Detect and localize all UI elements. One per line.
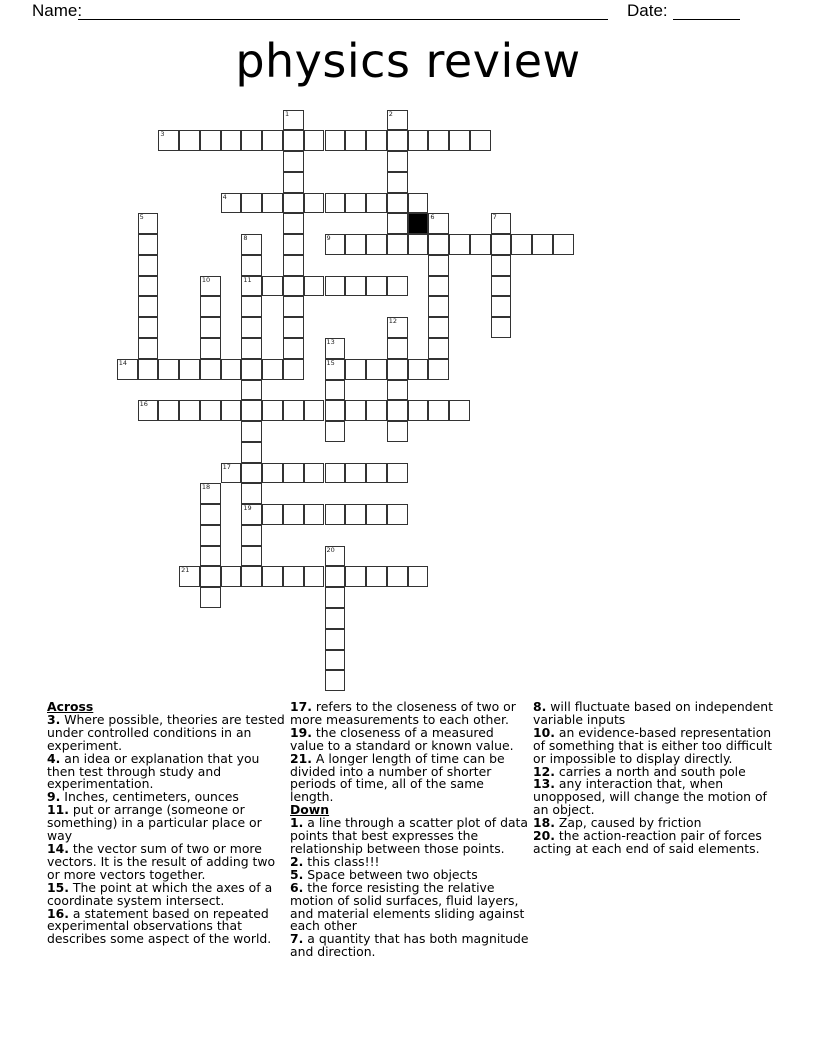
crossword-cell[interactable] xyxy=(366,359,387,380)
crossword-cell[interactable] xyxy=(200,566,221,587)
clue-text: A longer length of time can be divided into a number of shorter periods of time, all of the same length. xyxy=(290,750,505,805)
down-clue xyxy=(533,724,773,766)
crossword-cell[interactable] xyxy=(491,213,512,234)
crossword-cell[interactable] xyxy=(221,400,242,421)
across-clue xyxy=(290,701,530,727)
cell-number: 14 xyxy=(118,358,128,367)
cell-number: 21 xyxy=(181,566,190,575)
crossword-cell[interactable] xyxy=(387,566,408,587)
crossword-cell[interactable] xyxy=(387,234,408,255)
cell-number: 18 xyxy=(201,483,211,492)
crossword-cell[interactable] xyxy=(408,359,429,380)
crossword-cell[interactable] xyxy=(283,338,304,359)
crossword-cell[interactable] xyxy=(241,546,262,567)
crossword-cell[interactable] xyxy=(283,504,304,525)
down-clue xyxy=(533,778,773,817)
crossword-cell[interactable] xyxy=(387,213,408,234)
crossword-cell[interactable] xyxy=(158,400,179,421)
crossword-cell[interactable] xyxy=(200,546,221,567)
clue-text: the action-reaction pair of forces acting at each end of said elements. xyxy=(533,828,762,856)
clue-text: carries a north and south pole xyxy=(558,763,746,779)
crossword-cell[interactable] xyxy=(511,234,532,255)
clue-number: 8. xyxy=(533,699,547,714)
clue-number: 15. xyxy=(47,879,69,895)
crossword-cell[interactable] xyxy=(283,276,304,297)
clue-number: 9. xyxy=(47,789,61,805)
cell-number: 7 xyxy=(492,213,497,222)
clue-text: will fluctuate based on independent variable inputs xyxy=(533,699,773,727)
cell-number: 11 xyxy=(243,275,252,284)
clue-number: 6. xyxy=(290,879,304,895)
crossword-cell[interactable] xyxy=(200,504,221,525)
crossword-cell[interactable] xyxy=(138,400,159,421)
cell-number: 2 xyxy=(388,109,393,118)
crossword-cell[interactable] xyxy=(428,213,449,234)
crossword-cell[interactable] xyxy=(158,130,179,151)
crossword-cell[interactable] xyxy=(408,400,429,421)
across-clue xyxy=(47,711,287,753)
crossword-cell[interactable] xyxy=(366,234,387,255)
crossword-cell[interactable] xyxy=(387,463,408,484)
crossword-cell[interactable] xyxy=(283,463,304,484)
name-label: Name: xyxy=(32,1,83,20)
crossword-cell[interactable] xyxy=(241,317,262,338)
crossword-cell[interactable] xyxy=(179,566,200,587)
cell-number: 4 xyxy=(222,192,227,201)
crossword-cell[interactable] xyxy=(345,193,366,214)
crossword-cell[interactable] xyxy=(325,421,346,442)
across-clue xyxy=(47,879,287,908)
clue-number: 2. xyxy=(290,853,304,869)
clue-text: Space between two objects xyxy=(307,866,478,882)
crossword-cell[interactable] xyxy=(553,234,574,255)
crossword-cell[interactable] xyxy=(304,400,325,421)
clue-text: an idea or explanation that you then test through study and experimentation. xyxy=(47,750,260,792)
crossword-cell[interactable] xyxy=(428,276,449,297)
crossword-cell[interactable] xyxy=(387,359,408,380)
clue-text: this class!!! xyxy=(307,853,380,869)
clue-text: a quantity that has both magnitude and direction. xyxy=(290,931,529,960)
crossword-cell[interactable] xyxy=(491,255,512,276)
clue-number: 13. xyxy=(533,776,555,792)
crossword-cell[interactable] xyxy=(138,296,159,317)
crossword-cell[interactable] xyxy=(428,400,449,421)
crossword-cell[interactable] xyxy=(200,276,221,297)
crossword-cell[interactable] xyxy=(325,504,346,525)
crossword-cell[interactable] xyxy=(408,193,429,214)
crossword-cell[interactable] xyxy=(345,276,366,297)
down-clue xyxy=(533,701,773,727)
crossword-cell[interactable] xyxy=(325,670,346,691)
crossword-cell[interactable] xyxy=(345,566,366,587)
clue-text: Inches, centimeters, ounces xyxy=(64,789,239,805)
clue-column-3 xyxy=(533,701,773,856)
clue-number: 20. xyxy=(533,828,555,844)
across-clue xyxy=(47,750,287,792)
crossword-cell[interactable] xyxy=(387,172,408,193)
clue-text: Zap, caused by friction xyxy=(558,815,702,831)
clue-number: 14. xyxy=(47,840,69,856)
crossword-cell[interactable] xyxy=(345,463,366,484)
crossword-cell[interactable] xyxy=(304,276,325,297)
crossword-cell[interactable] xyxy=(387,193,408,214)
clue-number: 7. xyxy=(290,931,304,947)
crossword-cell[interactable] xyxy=(325,650,346,671)
cell-number: 8 xyxy=(243,234,248,243)
across-clue xyxy=(47,840,287,882)
crossword-cell[interactable] xyxy=(283,234,304,255)
crossword-cell[interactable] xyxy=(283,130,304,151)
crossword-cell[interactable] xyxy=(325,629,346,650)
crossword-cell[interactable] xyxy=(241,566,262,587)
crossword-cell[interactable] xyxy=(428,130,449,151)
crossword-cell[interactable] xyxy=(366,504,387,525)
clue-number: 16. xyxy=(47,905,69,921)
crossword-cell[interactable] xyxy=(345,504,366,525)
crossword-cell[interactable] xyxy=(387,130,408,151)
cell-number: 10 xyxy=(201,275,211,284)
crossword-cell[interactable] xyxy=(138,338,159,359)
crossword-cell[interactable] xyxy=(241,130,262,151)
crossword-cell[interactable] xyxy=(325,359,346,380)
clue-text: put or arrange (someone or something) in a particular place or way xyxy=(47,802,262,844)
crossword-cell[interactable] xyxy=(449,130,470,151)
crossword-cell[interactable] xyxy=(325,193,346,214)
crossword-cell[interactable] xyxy=(366,566,387,587)
clue-text: refers to the closeness of two or more measurements to each other. xyxy=(290,699,516,727)
crossword-cell[interactable] xyxy=(158,359,179,380)
crossword-cell[interactable] xyxy=(387,338,408,359)
cell-number: 12 xyxy=(388,317,398,326)
crossword-cell[interactable] xyxy=(366,400,387,421)
crossword-cell[interactable] xyxy=(283,193,304,214)
crossword-cell[interactable] xyxy=(283,110,304,131)
across-clue xyxy=(290,750,530,805)
crossword-cell[interactable] xyxy=(262,400,283,421)
crossword-cell[interactable] xyxy=(387,151,408,172)
crossword-cell[interactable] xyxy=(262,463,283,484)
crossword-cell[interactable] xyxy=(387,380,408,401)
crossword-cell[interactable] xyxy=(491,234,512,255)
crossword-cell[interactable] xyxy=(262,359,283,380)
cell-number: 17 xyxy=(222,462,231,471)
across-heading: Across xyxy=(47,699,94,714)
clue-column-1 xyxy=(47,701,287,946)
crossword-cell[interactable] xyxy=(283,566,304,587)
crossword-cell[interactable] xyxy=(283,151,304,172)
crossword-cell[interactable] xyxy=(408,566,429,587)
crossword-cell[interactable] xyxy=(221,130,242,151)
cell-number: 1 xyxy=(284,109,290,118)
crossword-cell[interactable] xyxy=(221,359,242,380)
cell-number: 20 xyxy=(326,545,335,554)
clue-text: a line through a scatter plot of data points that best expresses the relationship between those points. xyxy=(290,815,528,856)
cell-number: 5 xyxy=(139,213,144,222)
clue-text: a statement based on repeated experimental observations that describes some aspect of the world. xyxy=(47,905,272,947)
crossword-cell[interactable] xyxy=(408,234,429,255)
crossword-cell[interactable] xyxy=(179,359,200,380)
crossword-cell[interactable] xyxy=(470,130,491,151)
crossword-cell[interactable] xyxy=(428,338,449,359)
crossword-cell[interactable] xyxy=(241,380,262,401)
clue-text: the closeness of a measured value to a standard or known value. xyxy=(290,724,514,753)
crossword-cell[interactable] xyxy=(241,255,262,276)
clue-number: 21. xyxy=(290,750,312,766)
down-clue xyxy=(290,817,530,856)
crossword-cell[interactable] xyxy=(491,276,512,297)
crossword-cell[interactable] xyxy=(138,255,159,276)
crossword-cell[interactable] xyxy=(449,234,470,255)
down-clue xyxy=(290,879,530,934)
crossword-cell[interactable] xyxy=(200,130,221,151)
clue-number: 17. xyxy=(290,699,312,714)
crossword-cell[interactable] xyxy=(325,566,346,587)
crossword-cell[interactable] xyxy=(200,359,221,380)
crossword-cell[interactable] xyxy=(325,234,346,255)
crossword-cell[interactable] xyxy=(262,504,283,525)
crossword-cell[interactable] xyxy=(262,130,283,151)
clue-number: 4. xyxy=(47,750,61,766)
crossword-cell[interactable] xyxy=(366,130,387,151)
crossword-cell[interactable] xyxy=(325,463,346,484)
crossword-cell[interactable] xyxy=(241,234,262,255)
clue-number: 18. xyxy=(533,815,555,831)
crossword-cell[interactable] xyxy=(241,483,262,504)
down-clue xyxy=(290,933,530,959)
crossword-cell[interactable] xyxy=(200,587,221,608)
crossword-cell[interactable] xyxy=(304,504,325,525)
cell-number: 19 xyxy=(243,504,252,513)
crossword-cell[interactable] xyxy=(408,130,429,151)
crossword-cell[interactable] xyxy=(179,400,200,421)
crossword-cell[interactable] xyxy=(491,317,512,338)
cell-number: 6 xyxy=(430,213,435,222)
crossword-cell[interactable] xyxy=(304,463,325,484)
crossword-cell[interactable] xyxy=(345,234,366,255)
crossword-cell[interactable] xyxy=(221,463,242,484)
clue-number: 1. xyxy=(290,815,304,831)
crossword-cell[interactable] xyxy=(449,400,470,421)
clue-number: 5. xyxy=(290,866,304,882)
cell-number: 16 xyxy=(139,400,148,409)
crossword-cell[interactable] xyxy=(387,504,408,525)
crossword-cell[interactable] xyxy=(325,608,346,629)
crossword-cell[interactable] xyxy=(345,130,366,151)
clue-number: 10. xyxy=(533,724,555,740)
crossword-cell[interactable] xyxy=(283,213,304,234)
clue-text: Where possible, theories are tested under controlled conditions in an experiment. xyxy=(47,711,285,753)
clue-text: an evidence-based representation of something that is either too difficult or impossible to display directly. xyxy=(533,724,773,766)
crossword-cell[interactable] xyxy=(262,276,283,297)
crossword-cell[interactable] xyxy=(138,359,159,380)
crossword-cell[interactable] xyxy=(366,276,387,297)
page-title: physics review xyxy=(235,34,581,88)
crossword-cell[interactable] xyxy=(345,400,366,421)
crossword-cell[interactable] xyxy=(241,525,262,546)
clue-number: 11. xyxy=(47,802,69,818)
crossword-cell[interactable] xyxy=(200,296,221,317)
crossword-cell[interactable] xyxy=(325,587,346,608)
crossword-cell[interactable] xyxy=(428,359,449,380)
crossword-cell[interactable] xyxy=(200,400,221,421)
crossword-cell[interactable] xyxy=(428,255,449,276)
crossword-cell[interactable] xyxy=(470,234,491,255)
crossword-cell[interactable] xyxy=(491,296,512,317)
clue-column-2 xyxy=(290,701,530,959)
clue-number: 3. xyxy=(47,711,61,727)
cell-number: 9 xyxy=(326,234,331,243)
crossword-cell[interactable] xyxy=(221,566,242,587)
crossword-cell[interactable] xyxy=(283,317,304,338)
cell-number: 3 xyxy=(160,130,165,139)
crossword-cell[interactable] xyxy=(200,338,221,359)
crossword-cell[interactable] xyxy=(325,338,346,359)
crossword-cell[interactable] xyxy=(241,276,262,297)
down-heading: Down xyxy=(290,802,330,818)
clue-text: any interaction that, when unopposed, will change the motion of an object. xyxy=(533,776,767,818)
crossword-cell[interactable] xyxy=(304,130,325,151)
crossword-cell[interactable] xyxy=(241,504,262,525)
crossword-cell[interactable] xyxy=(241,463,262,484)
clue-text: the vector sum of two or more vectors. It is the result of adding two or more vectors together. xyxy=(47,840,276,882)
clue-number: 12. xyxy=(533,763,555,779)
crossword-cell[interactable] xyxy=(325,380,346,401)
black-cell xyxy=(408,213,429,234)
crossword-cell[interactable] xyxy=(387,421,408,442)
crossword-cell[interactable] xyxy=(283,296,304,317)
crossword-cell[interactable] xyxy=(345,359,366,380)
clue-text: the force resisting the relative motion of solid surfaces, fluid layers, and material elements sliding against each other xyxy=(290,879,525,934)
crossword-cell[interactable] xyxy=(262,193,283,214)
cell-number: 13 xyxy=(326,337,335,346)
crossword-cell[interactable] xyxy=(387,110,408,131)
clue-number: 19. xyxy=(290,724,312,740)
crossword-cell[interactable] xyxy=(532,234,553,255)
crossword-cell[interactable] xyxy=(200,483,221,504)
across-clue xyxy=(290,724,530,753)
crossword-cell[interactable] xyxy=(138,234,159,255)
crossword-cell[interactable] xyxy=(221,193,242,214)
crossword-cell[interactable] xyxy=(325,130,346,151)
across-clue xyxy=(47,905,287,947)
crossword-cell[interactable] xyxy=(241,400,262,421)
crossword-cell[interactable] xyxy=(304,566,325,587)
crossword-cell[interactable] xyxy=(325,546,346,567)
crossword-cell[interactable] xyxy=(241,359,262,380)
clue-text: The point at which the axes of a coordinate system intersect. xyxy=(47,879,273,908)
cell-number: 15 xyxy=(326,358,335,367)
crossword-cell[interactable] xyxy=(283,172,304,193)
date-label: Date: xyxy=(627,1,668,20)
crossword-cell[interactable] xyxy=(179,130,200,151)
crossword-cell[interactable] xyxy=(428,234,449,255)
crossword-cell[interactable] xyxy=(262,566,283,587)
crossword-cell[interactable] xyxy=(387,400,408,421)
crossword-cell[interactable] xyxy=(138,213,159,234)
crossword-cell[interactable] xyxy=(283,359,304,380)
crossword-cell[interactable] xyxy=(241,193,262,214)
crossword-cell[interactable] xyxy=(428,317,449,338)
crossword-cell[interactable] xyxy=(366,463,387,484)
crossword-cell[interactable] xyxy=(241,421,262,442)
crossword-cell[interactable] xyxy=(283,400,304,421)
crossword-cell[interactable] xyxy=(241,338,262,359)
crossword-cell[interactable] xyxy=(200,317,221,338)
crossword-cell[interactable] xyxy=(387,317,408,338)
crossword-cell[interactable] xyxy=(138,317,159,338)
crossword-cell[interactable] xyxy=(241,442,262,463)
crossword-cell[interactable] xyxy=(325,276,346,297)
crossword-cell[interactable] xyxy=(387,276,408,297)
crossword-cell[interactable] xyxy=(138,276,159,297)
crossword-cell[interactable] xyxy=(366,193,387,214)
crossword-cell[interactable] xyxy=(283,255,304,276)
crossword-cell[interactable] xyxy=(304,193,325,214)
crossword-cell[interactable] xyxy=(325,400,346,421)
crossword-cell[interactable] xyxy=(241,296,262,317)
crossword-cell[interactable] xyxy=(428,296,449,317)
crossword-cell[interactable] xyxy=(200,525,221,546)
across-clue xyxy=(47,804,287,843)
down-clue xyxy=(533,830,773,856)
crossword-cell[interactable] xyxy=(117,359,138,380)
